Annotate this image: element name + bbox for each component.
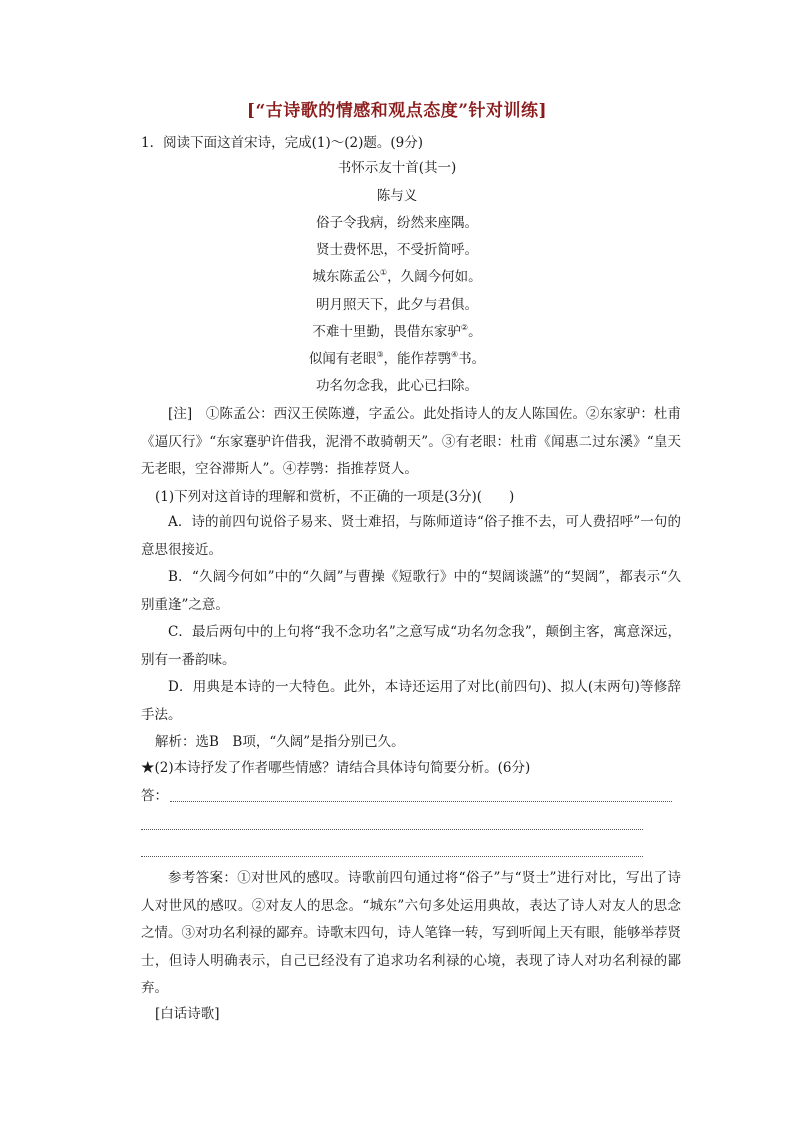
option-c: C．最后两句中的上句将“我不念功名”之意写成“功名勿念我”，颠倒主客，寓意深远，别有一番韵味。 [141,624,681,668]
poem-line-3: 城东陈孟公①，久阔今何如。 [312,268,482,285]
poem-line-2: 贤士费怀思，不受折简呼。 [316,242,478,258]
poem-line-6: 似闻有老眼③，能作荐鹗④书。 [308,350,486,367]
analysis: 解析：选B B项，“久阔”是指分别已久。 [155,734,405,750]
answer-line-3 [141,856,643,857]
next-section-heading: [白话诗歌] [155,1006,220,1022]
section-title: [“古诗歌的情感和观点态度”针对训练] [246,101,548,121]
answer-line-2 [141,829,643,830]
answer-label: 答： [141,788,168,804]
poem-line-5: 不难十里勤，畏借东家驴②。 [312,323,482,340]
reference-answer: 参考答案：①对世风的感叹。诗歌前四句通过将“俗子”与“贤士”进行对比，写出了诗人对世风的感叹。②对友人的思念。“城东”六句多处运用典故，表达了诗人对友人的思念之情。③对功名利禄的鄙弃。诗歌末四句，诗人笔锋一转，写到听闻上天有眼，能够举荐贤士，但诗人明确表示，自己已经没有了追求功名利禄的心境，表现了诗人对功名利禄的鄙弃。 [141,870,681,996]
question-1-intro: 1．阅读下面这首宋诗，完成(1)～(2)题。(9分) [141,135,423,151]
poem-notes: [注] ①陈孟公：西汉王侯陈遵，字孟公。此处指诗人的友人陈国佐。②东家驴：杜甫《逼仄行》“东家蹇驴许借我，泥滑不敢骑朝天”。③有老眼：杜甫《闻惠二过东溪》“皇天无老眼，空谷滞斯人”。④荐鹗：指推荐贤人。 [141,406,681,477]
poem-line-4: 明月照天下，此夕与君俱。 [316,297,478,313]
poem-title: 书怀示友十首(其一) [337,160,457,176]
poem-author: 陈与义 [376,188,418,204]
poem-line-1: 俗子令我病，纷然来座隅。 [316,215,478,231]
answer-line-1 [170,801,672,802]
question-1-2: ★(2)本诗抒发了作者哪些情感？请结合具体诗句简要分析。(6分) [141,760,531,776]
question-1-1: (1)下列对这首诗的理解和赏析，不正确的一项是(3分)( ) [155,489,515,505]
option-d: D．用典是本诗的一大特色。此外，本诗还运用了对比(前四句)、拟人(末两句)等修辞手法。 [141,679,681,723]
option-b: B．“久阔今何如”中的“久阔”与曹操《短歌行》中的“契阔谈讌”的“契阔”，都表示“久别重逢”之意。 [141,569,681,613]
poem-line-7: 功名勿念我，此心已扫除。 [316,378,478,394]
option-a: A．诗的前四句说俗子易来、贤士难招，与陈师道诗“俗子推不去，可人费招呼”一句的意思很接近。 [141,514,681,558]
